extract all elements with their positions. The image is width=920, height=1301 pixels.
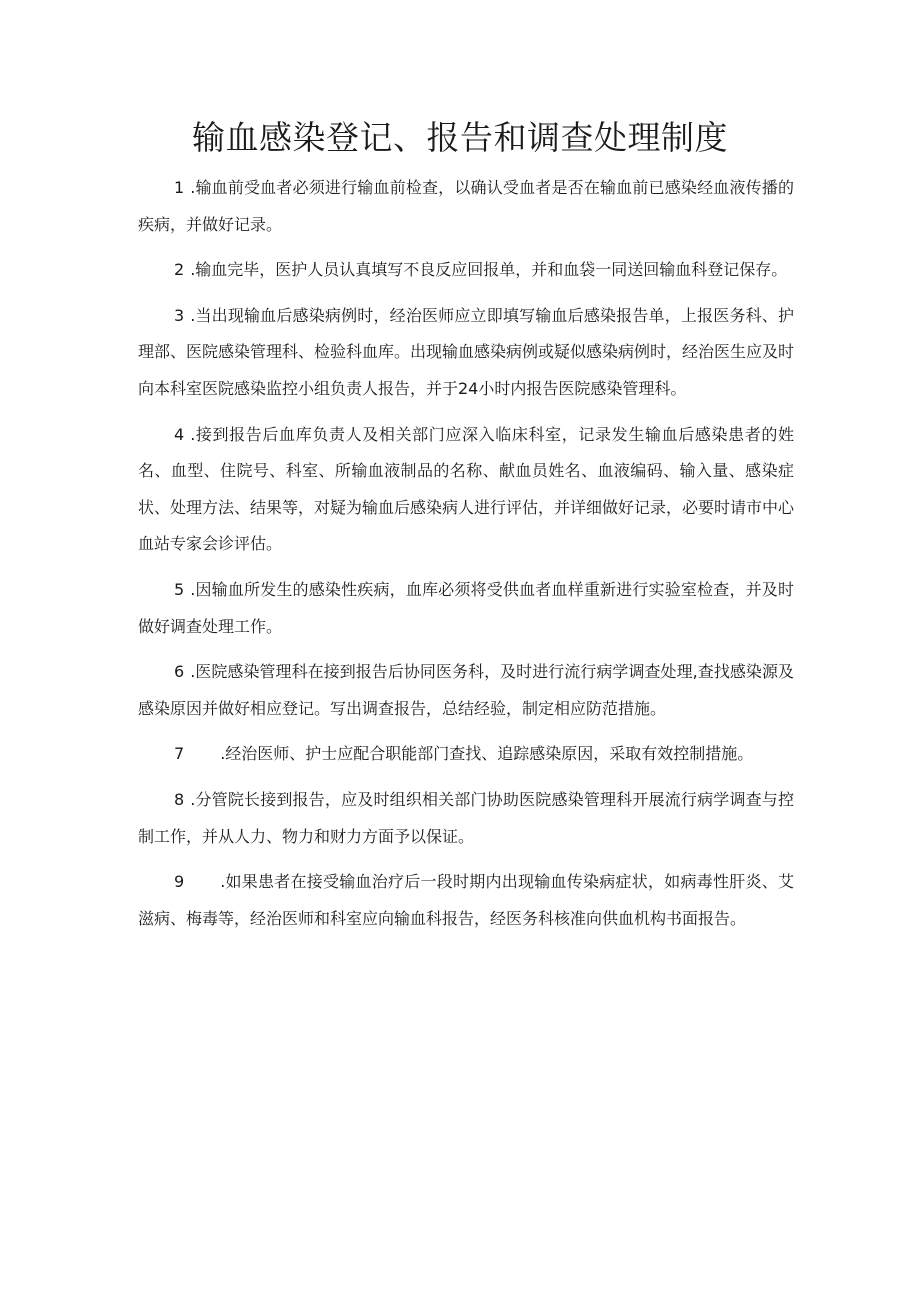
list-item xyxy=(138,736,794,773)
page-title: 输血感染登记、报告和调查处理制度 xyxy=(192,118,728,157)
list-item xyxy=(138,782,794,855)
item-number: 5 xyxy=(174,579,185,599)
item-number: 9 xyxy=(174,872,185,892)
item-text: .因输血所发生的感染性疾病，血库必须将受供血者血样重新进行实验室检查，并及时做好调查处理工作。 xyxy=(138,579,794,636)
list-item xyxy=(138,252,794,289)
item-number: 6 xyxy=(174,662,185,682)
list-item xyxy=(138,864,794,937)
list-item xyxy=(138,654,794,727)
document-body xyxy=(138,170,794,946)
list-item xyxy=(138,572,794,645)
list-item xyxy=(138,170,794,243)
item-number: 2 xyxy=(174,260,185,280)
item-number: 7 xyxy=(174,744,185,764)
item-text: .输血完毕，医护人员认真填写不良反应回报单，并和血袋一同送回输血科登记保存。 xyxy=(190,260,788,280)
item-number: 8 xyxy=(174,789,185,809)
item-number: 3 xyxy=(174,305,185,325)
list-item xyxy=(138,298,794,408)
item-text: .医院感染管理科在接到报告后协同医务科，及时进行流行病学调查处理,查找感染源及感染原因并做好相应登记。写出调查报告，总结经验，制定相应防范措施。 xyxy=(138,662,794,718)
item-text: .输血前受血者必须进行输血前检查，以确认受血者是否在输血前已感染经血液传播的疾病，并做好记录。 xyxy=(138,178,794,234)
item-number: 4 xyxy=(174,424,185,444)
list-item xyxy=(138,417,794,563)
item-number: 1 xyxy=(174,178,185,197)
item-text: .经治医师、护士应配合职能部门查找、追踪感染原因，采取有效控制措施。 xyxy=(220,744,754,764)
item-text: .分管院长接到报告，应及时组织相关部门协助医院感染管理科开展流行病学调查与控制工作，并从人力、物力和财力方面予以保证。 xyxy=(138,789,794,846)
item-text: .接到报告后血库负责人及相关部门应深入临床科室，记录发生输血后感染患者的姓名、血型、住院号、科室、所输血液制品的名称、献血员姓名、血液编码、输入量、感染症状、处理方法、结果等，对疑为输血后感染病人进行评估，并详细做好记录，必要时请市中心血站专家会诊评估。 xyxy=(138,424,795,554)
item-text: .如果患者在接受输血治疗后一段时期内出现输血传染病症状，如病毒性肝炎、艾滋病、梅毒等，经治医师和科室应向输血科报告，经医务科核准向供血机构书面报告。 xyxy=(138,872,794,928)
item-text: .当出现输血后感染病例时，经治医师应立即填写输血后感染报告单，上报医务科、护理部、医院感染管理科、检验科血库。出现输血感染病例或疑似感染病例时，经治医生应及时向本科室医院感染监控小组负责人报告，并于24小时内报告医院感染管理科。 xyxy=(138,305,795,398)
